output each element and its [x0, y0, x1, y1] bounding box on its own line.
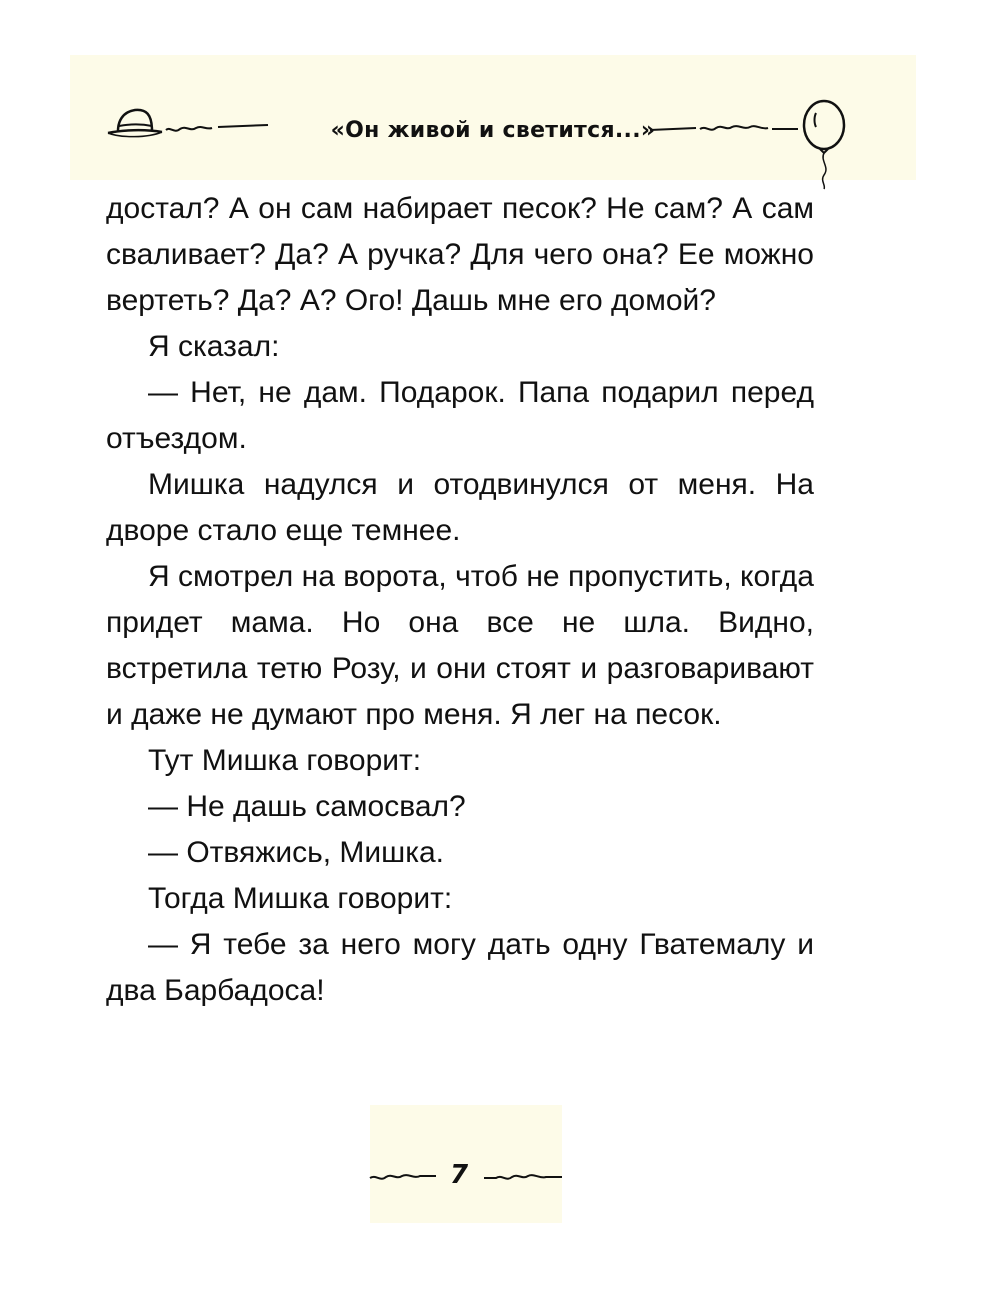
paragraph: Тогда Мишка говорит: — [148, 882, 453, 915]
paragraph: — Нет, не дам. Подарок. Папа подарил перед отъездом. — [106, 376, 814, 455]
page-number: 7 — [449, 1160, 469, 1190]
body-text — [106, 186, 814, 1014]
paragraph: достал? А он сам набирает песок? Не сам? А сам сваливает? Да? А ручка? Для чего она? Ее можно вертеть? Да? А? Ого! Дашь мне его домой? — [106, 192, 814, 317]
paragraph: — Отвяжись, Мишка. — [148, 836, 445, 869]
paragraph: Я смотрел на ворота, чтоб не пропустить, когда придет мама. Но она все не шла. Видно, встретила тетю Розу, и они стоят и разговаривают и даже не думают про меня. Я лег на песок. — [106, 560, 814, 731]
paragraph: — Я тебе за него могу дать одну Гватемалу и два Барбадоса! — [106, 928, 814, 1007]
running-title: «Он живой и светится...» — [330, 118, 656, 143]
paragraph: Я сказал: — [148, 330, 280, 363]
paragraph: Тут Мишка говорит: — [148, 744, 422, 777]
paragraph: Мишка надулся и отодвинулся от меня. На дворе стало еще темнее. — [106, 468, 814, 547]
paragraph: — Не дашь самосвал? — [148, 790, 466, 823]
balloon-icon — [648, 95, 848, 190]
